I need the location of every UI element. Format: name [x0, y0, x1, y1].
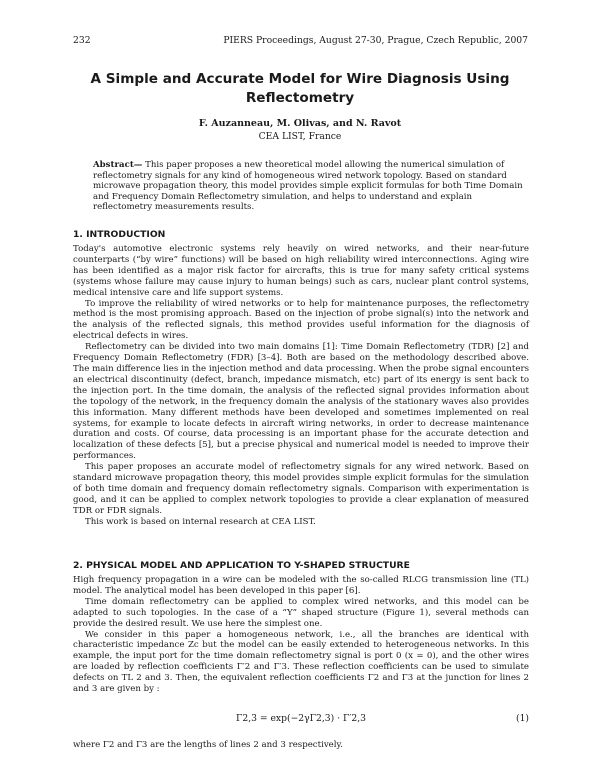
- abstract: [93, 160, 529, 213]
- proceedings-info: PIERS Proceedings, August 27-30, Prague, Czech Republic, 2007: [223, 35, 528, 46]
- equation-explanation: where Γ2 and Γ3 are the lengths of lines 2 and 3 respectively.: [73, 740, 343, 750]
- section-introduction-body: [73, 244, 529, 528]
- equation-expression: Γ2,3 = exp(−2γΓ2,3) · Γ′2,3: [235, 713, 367, 724]
- abstract-text: This paper proposes a new theoretical model allowing the numerical simulation of reflectometry signals for any kind of homogeneous wired network topology. Based on standard microwave propagation theory, this model provides simple explicit formulas for both Time Domain and Frequency Domain Reflectometry simulation, and helps to understand and explain reflectometry measurements results.: [93, 160, 523, 213]
- paragraph: This work is based on internal research at CEA LIST.: [85, 516, 316, 527]
- paragraph: To improve the reliability of wired networks or to help for maintenance purposes, the reflectometry method is the most promising approach. Based on the injection of probe signal(s) into the network and the analysis of the reflected signals, this method provides useful information for the diagnosis of electrical defects in wires.: [73, 298, 529, 342]
- running-header: [73, 35, 528, 46]
- section-physical-model-body: [73, 575, 529, 695]
- page-number: 232: [73, 35, 91, 46]
- paragraph: High frequency propagation in a wire can be modeled with the so-called RLCG transmission line (TL) model. The analytical model has been developed in this paper [6].: [73, 575, 529, 596]
- paragraph: Time domain reflectometry can be applied to complex wired networks, and this model can be adapted to such topologies. In the case of a “Y” shaped structure (Figure 1), several methods can provide the desired result. We use here the simplest one.: [73, 596, 529, 629]
- affiliation: CEA LIST, France: [258, 131, 342, 142]
- equation-number: (1): [515, 713, 529, 724]
- paragraph: Today's automotive electronic systems rely heavily on wired networks, and their near-future counterparts (“by wire” functions) will be based on high reliability wired interconnections. Aging wire has been identified as a major risk factor for aircrafts, this is true for many safety critical systems (systems whose failure may cause injury to human beings) such as cars, nuclear plant control systems, medical intensive care and life support systems.: [73, 244, 529, 298]
- section-heading-introduction: 1. INTRODUCTION: [73, 229, 166, 240]
- paper-title: A Simple and Accurate Model for Wire Diagnosis Using Reflectometry: [90, 71, 510, 106]
- author-list: F. Auzanneau, M. Olivas, and N. Ravot: [198, 118, 402, 129]
- section-heading-physical-model: 2. PHYSICAL MODEL AND APPLICATION TO Y-SHAPED STRUCTURE: [73, 560, 410, 571]
- abstract-label: Abstract—: [93, 160, 143, 170]
- paragraph: Reflectometry can be divided into two main domains [1]: Time Domain Reflectometry (TDR) [2] and Frequency Domain Reflectometry (FDR) [3–4]. Both are based on the methodology described above. The main difference lies in the injection method and data processing. When the probe signal encounters an electrical discontinuity (defect, branch, impedance mismatch, etc) part of its energy is sent back to the injection port. In the time domain, the analysis of the reflected signal provides information about the topology of the network, in the frequency domain the analysis of the stationary waves also provides this information. Many different methods have been developed and sometimes implemented on real systems, for example to locate defects in aircraft wiring networks, in order to decrease maintenance duration and costs. Of course, data processing is an important phase for the accurate detection and localization of these defects [5], but a precise physical and numerical model is needed to improve their performances.: [73, 342, 529, 462]
- paragraph: This paper proposes an accurate model of reflectometry signals for any wired network. Based on standard microwave propagation theory, this model provides simple explicit formulas for the simulation of both time domain and frequency domain reflectometry signals. Comparison with experimentation is good, and it can be applied to complex network topologies to provide a clear explanation of measured TDR or FDR signals.: [73, 462, 529, 516]
- paragraph: We consider in this paper a homogeneous network, i.e., all the branches are identical with characteristic impedance Zc but the model can be easily extended to heterogeneous networks. In this example, the input port for the time domain reflectometry signal is port 0 (x = 0), and the other wires are loaded by reflection coefficients Γ′2 and Γ′3. These reflection coefficients can be used to simulate defects on TL 2 and 3. Then, the equivalent reflection coefficients Γ2 and Γ3 at the junction for lines 2 and 3 are given by :: [73, 629, 529, 695]
